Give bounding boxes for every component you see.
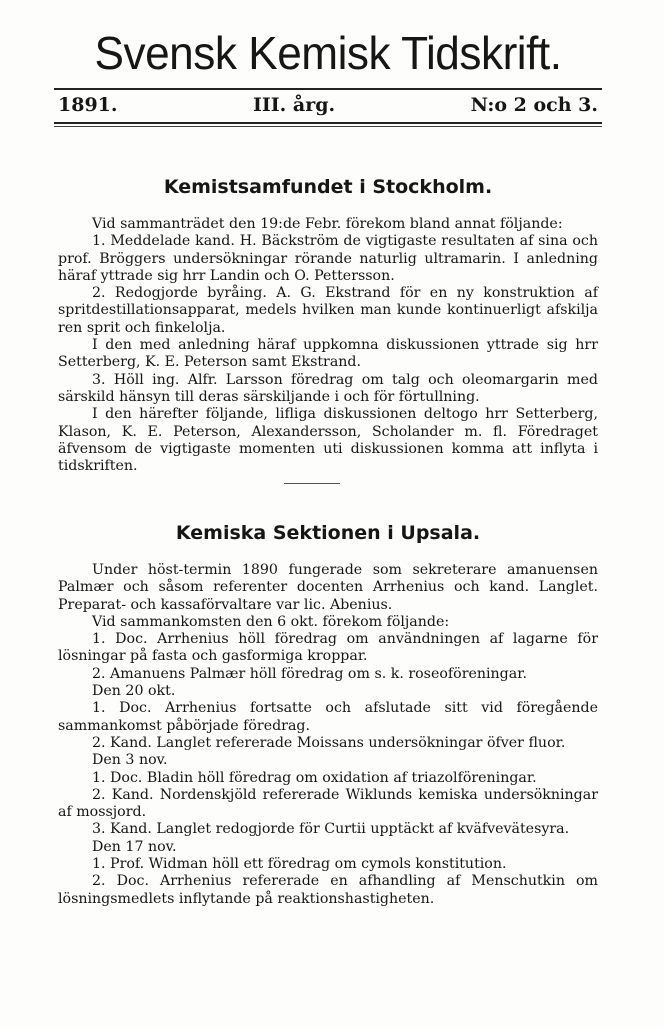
paragraph: 3. Höll ing. Alfr. Larsson föredrag om talg och oleomargarin med särskild hänsyn till deras särskiljande i och för förtullning.	[58, 371, 598, 405]
issue-rule	[54, 122, 602, 124]
paragraph: 2. Redogjorde byråing. A. G. Ekstrand för en ny konstruktion af spritdestillationsapparat, medels hvilken man kunde kontinuerligt afskilja ren sprit och finkelolja.	[58, 285, 598, 336]
paragraph: Den 3 nov.	[92, 752, 168, 769]
paragraph: 2. Amanuens Palmær höll föredrag om s. k. roseoföreningar.	[92, 665, 527, 682]
journal-title: Svensk Kemisk Tidskrift.	[94, 27, 562, 79]
paragraph: Under höst-termin 1890 fungerade som sekreterare amanuensen Palmær och såsom referenter docenten Arrhenius och kand. Langlet. Preparat- och kassaförvaltare var lic. Abenius.	[58, 562, 598, 613]
paragraph: 1. Doc. Arrhenius höll föredrag om användningen af lagarne för lösningar på fasta och gasformiga kroppar.	[58, 631, 598, 665]
paragraph: I den härefter följande, lifliga diskussionen deltogo hrr Setterberg, Klason, K. E. Peterson, Alexandersson, Scholander m. fl. Föredraget äfvensom de vigtigaste momenten uti diskussionen komma att inflyta i tidskriften.	[58, 406, 598, 475]
paragraph: Den 17 nov.	[92, 838, 177, 855]
paragraph: 2. Doc. Arrhenius refererade en afhandling af Menschutkin om lösningsmedlets inflytande på reaktionshastigheten.	[58, 873, 598, 907]
section-divider	[284, 483, 340, 484]
paragraph: 2. Kand. Nordenskjöld refererade Wiklunds kemiska undersökningar af mossjord.	[58, 786, 598, 821]
paragraph: Vid sammanträdet den 19:de Febr. förekom bland annat följande:	[92, 216, 563, 232]
paragraph: Vid sammankomsten den 6 okt. förekom följande:	[92, 613, 450, 630]
paragraph: I den med anledning häraf uppkomna diskussionen yttrade sig hrr Setterberg, K. E. Peterson samt Ekstrand.	[58, 337, 598, 371]
masthead	[54, 24, 602, 127]
paragraph: 1. Meddelade kand. H. Bäckström de vigtigaste resultaten af sina och prof. Bröggers undersökningar rörande naturlig ultramarin. I anledning häraf yttrade sig hrr Landin och O. Pettersson.	[58, 233, 598, 284]
paragraph: 1. Prof. Widman höll ett föredrag om cymols konstitution.	[92, 856, 507, 873]
paragraph: 1. Doc. Arrhenius fortsatte och afslutade sitt vid föregående sammankomst påbörjade föredrag.	[58, 700, 598, 734]
section-heading: Kemiska Sektionen i Upsala.	[175, 522, 481, 544]
paragraph: Den 20 okt.	[92, 683, 176, 700]
section-upsala	[58, 522, 598, 908]
section-heading: Kemistsamfundet i Stockholm.	[163, 176, 493, 198]
paragraph: 2. Kand. Langlet refererade Moissans undersökningar öfver fluor.	[92, 734, 566, 751]
issue-volume: III. årg.	[253, 94, 336, 116]
issue-year: 1891.	[58, 94, 118, 116]
paragraph: 1. Doc. Bladin höll föredrag om oxidation af triazolföreningar.	[92, 769, 537, 786]
section-stockholm	[58, 176, 598, 475]
paragraph: 3. Kand. Langlet redogjorde för Curtii upptäckt af kväfvevätesyra.	[92, 821, 570, 838]
issue-number: N:o 2 och 3.	[470, 94, 598, 116]
issue-line	[54, 90, 602, 122]
issue-rule-thin	[54, 126, 602, 127]
